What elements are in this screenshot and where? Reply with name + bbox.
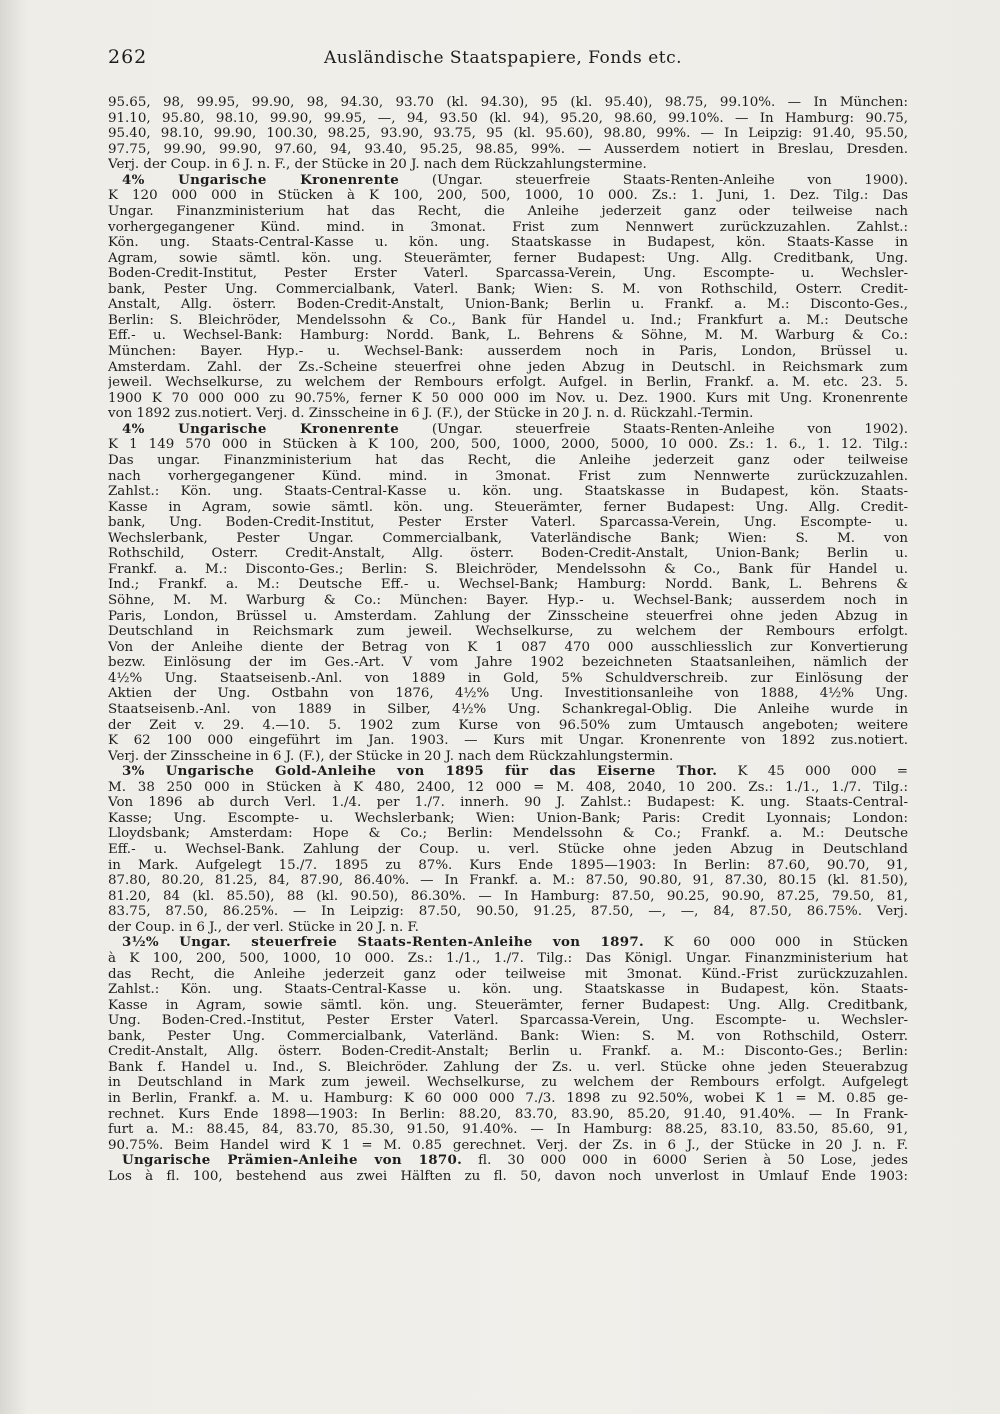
section-heading-line: [108, 764, 908, 780]
line-text: Amsterdam. Zahl. der Zs.-Scheine steuerfrei ohne jeden Abzug in Deutschl. in Reichsmark zum: [108, 359, 908, 375]
text-line: [108, 95, 908, 111]
text-line: [108, 500, 908, 516]
line-text: K 120 000 000 in Stücken à K 100, 200, 500, 1000, 10 000. Zs.: 1. Juni, 1. Dez. Tilg.: Das: [108, 188, 908, 204]
text-line: [108, 920, 908, 936]
text-line: [108, 328, 908, 344]
text-line: [108, 889, 908, 905]
text-line: [108, 1138, 908, 1154]
text-line: [108, 453, 908, 469]
line-text: jeweil. Wechselkurse, zu welchem der Rembours erfolgt. Aufgel. in Berlin, Frankf. a. M. etc. 23. 5.: [108, 375, 908, 391]
text-line: [108, 593, 908, 609]
text-line: [108, 188, 908, 204]
text-line: [108, 826, 908, 842]
text-line: [108, 313, 908, 329]
line-text: Kasse; Ung. Escompte- u. Wechslerbank; Wien: Union-Bank; Paris: Credit Lyonnais; London:: [108, 810, 908, 826]
text-line: [108, 1029, 908, 1045]
line-text: Ind.; Frankf. a. M.: Deutsche Eff.- u. Wechsel-Bank; Hamburg: Nordd. Bank, L. Behrens &: [108, 577, 908, 593]
line-text: in Deutschland in Mark zum jeweil. Wechselkurse, zu welchem der Rembours erfolgt. Aufgelegt: [108, 1075, 908, 1091]
text-line: [108, 640, 908, 656]
text-line: [108, 1091, 908, 1107]
text-line: [108, 515, 908, 531]
line-text: Von 1896 ab durch Verl. 1./4. per 1./7. innerh. 90 J. Zahlst.: Budapest: K. ung. Staats-Central-: [108, 795, 908, 811]
text-line: [108, 531, 908, 547]
line-text: das Recht, die Anleihe jederzeit ganz oder teilweise mit 3monat. Künd.-Frist zurückzuzahlen.: [108, 966, 908, 982]
page-header: [108, 46, 898, 76]
text-line: [108, 577, 908, 593]
section-title: 3% Ungarische Gold-Anleihe von 1895 für das Eiserne Thor.: [122, 764, 718, 780]
line-text: Kön. ung. Staats-Central-Kasse u. kön. ung. Staatskasse in Budapest, kön. Staats-Kasse in: [108, 235, 908, 251]
line-text: Zahlst.: Kön. ung. Staats-Central-Kasse u. kön. ung. Staatskasse in Budapest, kön. Staats-: [108, 484, 908, 500]
line-text: Credit-Anstalt, Allg. österr. Boden-Credit-Anstalt; Berlin u. Frankf. a. M.: Disconto-Ges.; Berlin:: [108, 1044, 908, 1060]
line-text: Anstalt, Allg. österr. Boden-Credit-Anstalt, Union-Bank; Berlin u. Frankf. a. M.: Disconto-Ges.,: [108, 297, 908, 313]
line-text: der Coup. in 6 J., der verl. Stücke in 20 J. n. F.: [108, 919, 419, 935]
line-text: Verj. der Zinsscheine in 6 J. (F.), der Stücke in 20 J. nach dem Rückzahlungstermin.: [108, 748, 674, 764]
line-text: Boden-Credit-Institut, Pester Erster Vaterl. Sparcassa-Verein, Ung. Escompte- u. Wechsler-: [108, 266, 908, 282]
text-line: [108, 204, 908, 220]
line-text: bank, Pester Ung. Commercialbank, Vaterländ. Bank: Wien: S. M. von Rothschild, Österr.: [108, 1028, 908, 1044]
line-text: Kasse in Agram, sowie sämtl. kön. ung. Steuerämter, ferner Budapest: Ung. Allg. Creditbank,: [108, 997, 908, 1013]
line-text: Wechslerbank, Pester Ungar. Commercialbank, Vaterländische Bank; Wien: S. M. von: [108, 530, 908, 546]
line-text: K 1 149 570 000 in Stücken à K 100, 200, 500, 1000, 2000, 5000, 10 000. Zs.: 1. 6., 1. 12. Tilg.:: [108, 437, 908, 453]
line-text: Lloydsbank; Amsterdam: Hope & Co.; Berlin: Mendelssohn & Co.; Frankf. a. M.: Deutsche: [108, 826, 908, 842]
text-line: [108, 266, 908, 282]
text-line: [108, 157, 908, 173]
text-line: [108, 111, 908, 127]
section-heading-line: [108, 422, 908, 438]
line-text: von 1892 zus.notiert. Verj. d. Zinsscheine in 6 J. (F.), der Stücke in 20 J. n. d. Rückzahl.-Termin.: [108, 406, 754, 422]
page-number: 262: [108, 46, 148, 68]
text-line: [108, 142, 908, 158]
text-line: [108, 1169, 908, 1185]
line-text: à K 100, 200, 500, 1000, 10 000. Zs.: 1./1., 1./7. Tilg.: Das Königl. Ungar. Finanzministerium hat: [108, 950, 908, 966]
text-line: [108, 873, 908, 889]
text-line: [108, 235, 908, 251]
line-text: 95.65, 98, 99.95, 99.90, 98, 94.30, 93.70 (kl. 94.30), 95 (kl. 95.40), 98.75, 99.10%. — In München:: [108, 95, 908, 110]
line-text: Verj. der Coup. in 6 J. n. F., der Stücke in 20 J. nach dem Rückzahlungstermine.: [108, 157, 647, 173]
text-line: [108, 795, 908, 811]
line-text: 95.40, 98.10, 99.90, 100.30, 98.25, 93.90, 93.75, 95 (kl. 95.60), 98.80, 99%. — In Leipzig: 91.40, 95.50,: [108, 126, 908, 142]
text-line: [108, 858, 908, 874]
line-text: Zahlst.: Kön. ung. Staats-Central-Kasse u. kön. ung. Staatskasse in Budapest, kön. Staats-: [108, 982, 908, 998]
text-line: [108, 1044, 908, 1060]
text-line: [108, 718, 908, 734]
line-text: M. 38 250 000 in Stücken à K 480, 2400, 12 000 = M. 408, 2040, 10 200. Zs.: 1./1., 1./7. Tilg.:: [108, 779, 908, 795]
line-text: vorhergegangener Künd. mind. in 3monat. Frist zum Nennwert zurückzuzahlen. Zahlst.:: [108, 219, 908, 235]
text-line: [108, 904, 908, 920]
line-text: Berlin: S. Bleichröder, Mendelssohn & Co., Bank für Handel u. Ind.; Frankfurt a. M.: Deutsche: [108, 312, 908, 328]
running-title: Ausländische Staatspapiere, Fonds etc.: [323, 48, 683, 68]
line-text: 81.20, 84 (kl. 85.50), 88 (kl. 90.50), 86.30%. — In Hamburg: 87.50, 90.25, 90.90, 87.25, 79.50, 81,: [108, 888, 908, 904]
section-title: 3½% Ungar. steuerfreie Staats-Renten-Anleihe von 1897.: [122, 935, 644, 951]
text-line: [108, 749, 908, 765]
text-line: [108, 967, 908, 983]
text-line: [108, 671, 908, 687]
text-line: [108, 1107, 908, 1123]
text-line: [108, 1013, 908, 1029]
line-text: K 60 000 000 in Stücken: [644, 935, 908, 951]
line-text: (Ungar. steuerfreie Staats-Renten-Anleihe von 1900).: [399, 172, 908, 188]
line-text: München: Bayer. Hyp.- u. Wechsel-Bank: ausserdem noch in Paris, London, Brüssel u.: [108, 344, 908, 359]
text-line: [108, 251, 908, 267]
line-text: Eff.- u. Wechsel-Bank. Zahlung der Coup. u. verl. Stücke ohne jeden Abzug in Deutschland: [108, 842, 908, 857]
line-text: furt a. M.: 88.45, 84, 83.70, 85.30, 91.50, 91.40%. — In Hamburg: 88.25, 83.10, 83.50, 85.60, 91,: [108, 1122, 908, 1138]
text-line: [108, 1075, 908, 1091]
text-line: [108, 702, 908, 718]
line-text: 90.75%. Beim Handel wird K 1 = M. 0.85 gerechnet. Verj. der Zs. in 6 J., der Stücke in 20 J. n. F.: [108, 1137, 908, 1153]
line-text: in Mark. Aufgelegt 15./7. 1895 zu 87%. Kurs Ende 1895—1903: In Berlin: 87.60, 90.70, 91,: [108, 857, 908, 873]
text-line: [108, 406, 908, 422]
line-text: Von der Anleihe diente der Betrag von K 1 087 470 000 ausschliesslich zur Konvertierung: [108, 639, 908, 655]
line-text: in Berlin, Frankf. a. M. u. Hamburg: K 60 000 000 7./3. 1898 zu 92.50%, wobei K 1 = M. 0.85 ge-: [108, 1091, 908, 1106]
line-text: 87.80, 80.20, 81.25, 84, 87.90, 86.40%. — In Frankf. a. M.: 87.50, 90.80, 91, 87.30, 80.15 (kl. 81.50),: [108, 873, 908, 889]
text-line: [108, 437, 908, 453]
line-text: 91.10, 95.80, 98.10, 99.90, 99.95, —, 94, 93.50 (kl. 94), 95.20, 98.60, 99.10%. — In Hamburg: 90.75,: [108, 110, 908, 126]
section-title: 4% Ungarische Kronenrente: [122, 421, 400, 437]
text-line: [108, 391, 908, 407]
text-line: [108, 733, 908, 749]
text-line: [108, 982, 908, 998]
text-line: [108, 220, 908, 236]
line-text: Paris, London, Brüssel u. Amsterdam. Zahlung der Zinsscheine steuerfrei ohne jeden Abzug in: [108, 608, 908, 624]
line-text: Staatseisenb.-Anl. von 1889 in Silber, 4½% Ung. Schankregal-Oblig. Die Anleihe wurde in: [108, 701, 908, 717]
line-text: 4½% Ung. Staatseisenb.-Anl. von 1889 in Gold, 5% Schuldverschreib. zur Einlösung der: [108, 670, 908, 686]
line-text: der Zeit v. 29. 4.—10. 5. 1902 zum Kurse von 96.50% zum Umtausch angeboten; weitere: [108, 717, 908, 733]
line-text: Deutschland in Reichsmark zum jeweil. Wechselkurse, zu welchem der Rembours erfolgt.: [108, 624, 908, 640]
section-title: 4% Ungarische Kronenrente: [122, 172, 400, 188]
section-heading-line: [108, 173, 908, 189]
text-line: [108, 842, 908, 858]
line-text: Das ungar. Finanzministerium hat das Recht, die Anleihe jederzeit ganz oder teilweise: [108, 452, 908, 468]
section-title: Ungarische Prämien-Anleihe von 1870.: [122, 1153, 463, 1169]
text-line: [108, 126, 908, 142]
text-line: [108, 655, 908, 671]
text-line: [108, 282, 908, 298]
line-text: Ung. Boden-Cred.-Institut, Pester Erster Vaterl. Sparcassa-Verein, Ung. Escompte- u. Wechsler-: [108, 1013, 908, 1029]
line-text: Bank f. Handel u. Ind., S. Bleichröder. Zahlung der Zs. u. verl. Stücke ohne jeden Steuerabzug: [108, 1059, 908, 1075]
line-text: Kasse in Agram, sowie sämtl. kön. ung. Steuerämter, ferner Budapest: Ung. Allg. Credit-: [108, 499, 908, 515]
line-text: Agram, sowie sämtl. kön. ung. Steuerämter, ferner Budapest: Ung. Allg. Creditbank, Ung.: [108, 250, 908, 266]
text-line: [108, 1122, 908, 1138]
line-text: Eff.- u. Wechsel-Bank: Hamburg: Nordd. Bank, L. Behrens & Söhne, M. M. Warburg & Co.:: [108, 328, 908, 344]
text-line: [108, 609, 908, 625]
text-line: [108, 344, 908, 360]
section-heading-line: [108, 935, 908, 951]
text-line: [108, 546, 908, 562]
text-line: [108, 297, 908, 313]
text-line: [108, 562, 908, 578]
text-line: [108, 484, 908, 500]
line-text: Aktien der Ung. Ostbahn von 1876, 4½% Ung. Investitionsanleihe von 1888, 4½% Ung.: [108, 686, 908, 702]
text-line: [108, 780, 908, 796]
line-text: Frankf. a. M.: Disconto-Ges.; Berlin: S. Bleichröder, Mendelssohn & Co., Bank für Handel u.: [108, 561, 908, 577]
line-text: nach vorhergegangener Künd. mind. in 3monat. Frist zum Nennwerte zurückzuzahlen.: [108, 468, 908, 484]
line-text: bank, Pester Ung. Commercialbank, Vaterl. Bank; Wien: S. M. von Rothschild, Österr. Credit-: [108, 281, 908, 297]
text-line: [108, 375, 908, 391]
line-text: 97.75, 99.90, 99.90, 97.60, 94, 93.40, 95.25, 98.85, 99%. — Ausserdem notiert in Breslau, Dresden.: [108, 141, 908, 157]
line-text: 1900 K 70 000 000 zu 90.75%, ferner K 50 000 000 im Nov. u. Dez. 1900. Kurs mit Ung. Kronenrente: [108, 390, 908, 406]
line-text: fl. 30 000 000 in 6000 Serien à 50 Lose, jedes: [462, 1153, 908, 1169]
text-line: [108, 624, 908, 640]
line-text: Rothschild, Österr. Credit-Anstalt, Allg. österr. Boden-Credit-Anstalt, Union-Bank; Berlin u.: [108, 546, 908, 562]
text-line: [108, 951, 908, 967]
line-text: K 45 000 000 =: [717, 764, 908, 780]
line-text: bezw. Einlösung der im Ges.-Art. V vom Jahre 1902 bezeichneten Staatsanleihen, nämlich der: [108, 655, 908, 671]
body-text: [108, 95, 908, 1184]
text-line: [108, 469, 908, 485]
line-text: 83.75, 87.50, 86.25%. — In Leipzig: 87.50, 90.50, 91.25, 87.50, —, —, 84, 87.50, 86.75%. Verj.: [108, 904, 908, 920]
section-heading-line: [108, 1153, 908, 1169]
line-text: K 62 100 000 eingeführt im Jan. 1903. — Kurs mit Ungar. Kronenrente von 1892 zus.notiert.: [108, 733, 908, 749]
line-text: (Ungar. steuerfreie Staats-Renten-Anleihe von 1902).: [399, 421, 908, 437]
line-text: Ungar. Finanzministerium hat das Recht, die Anleihe jederzeit ganz oder teilweise nach: [108, 203, 908, 219]
line-text: Söhne, M. M. Warburg & Co.: München: Bayer. Hyp.- u. Wechsel-Bank; ausserdem noch in: [108, 593, 908, 608]
line-text: rechnet. Kurs Ende 1898—1903: In Berlin: 88.20, 83.70, 83.90, 85.20, 91.40, 91.40%. — In Frank-: [108, 1106, 908, 1122]
text-line: [108, 1060, 908, 1076]
text-line: [108, 998, 908, 1014]
text-line: [108, 360, 908, 376]
line-text: bank, Ung. Boden-Credit-Institut, Pester Erster Vaterl. Sparcassa-Verein, Ung. Escompte- u.: [108, 515, 908, 531]
text-line: [108, 811, 908, 827]
text-line: [108, 686, 908, 702]
line-text: Los à fl. 100, bestehend aus zwei Hälften zu fl. 50, davon noch unverlost in Umlauf Ende 1903:: [108, 1168, 908, 1184]
